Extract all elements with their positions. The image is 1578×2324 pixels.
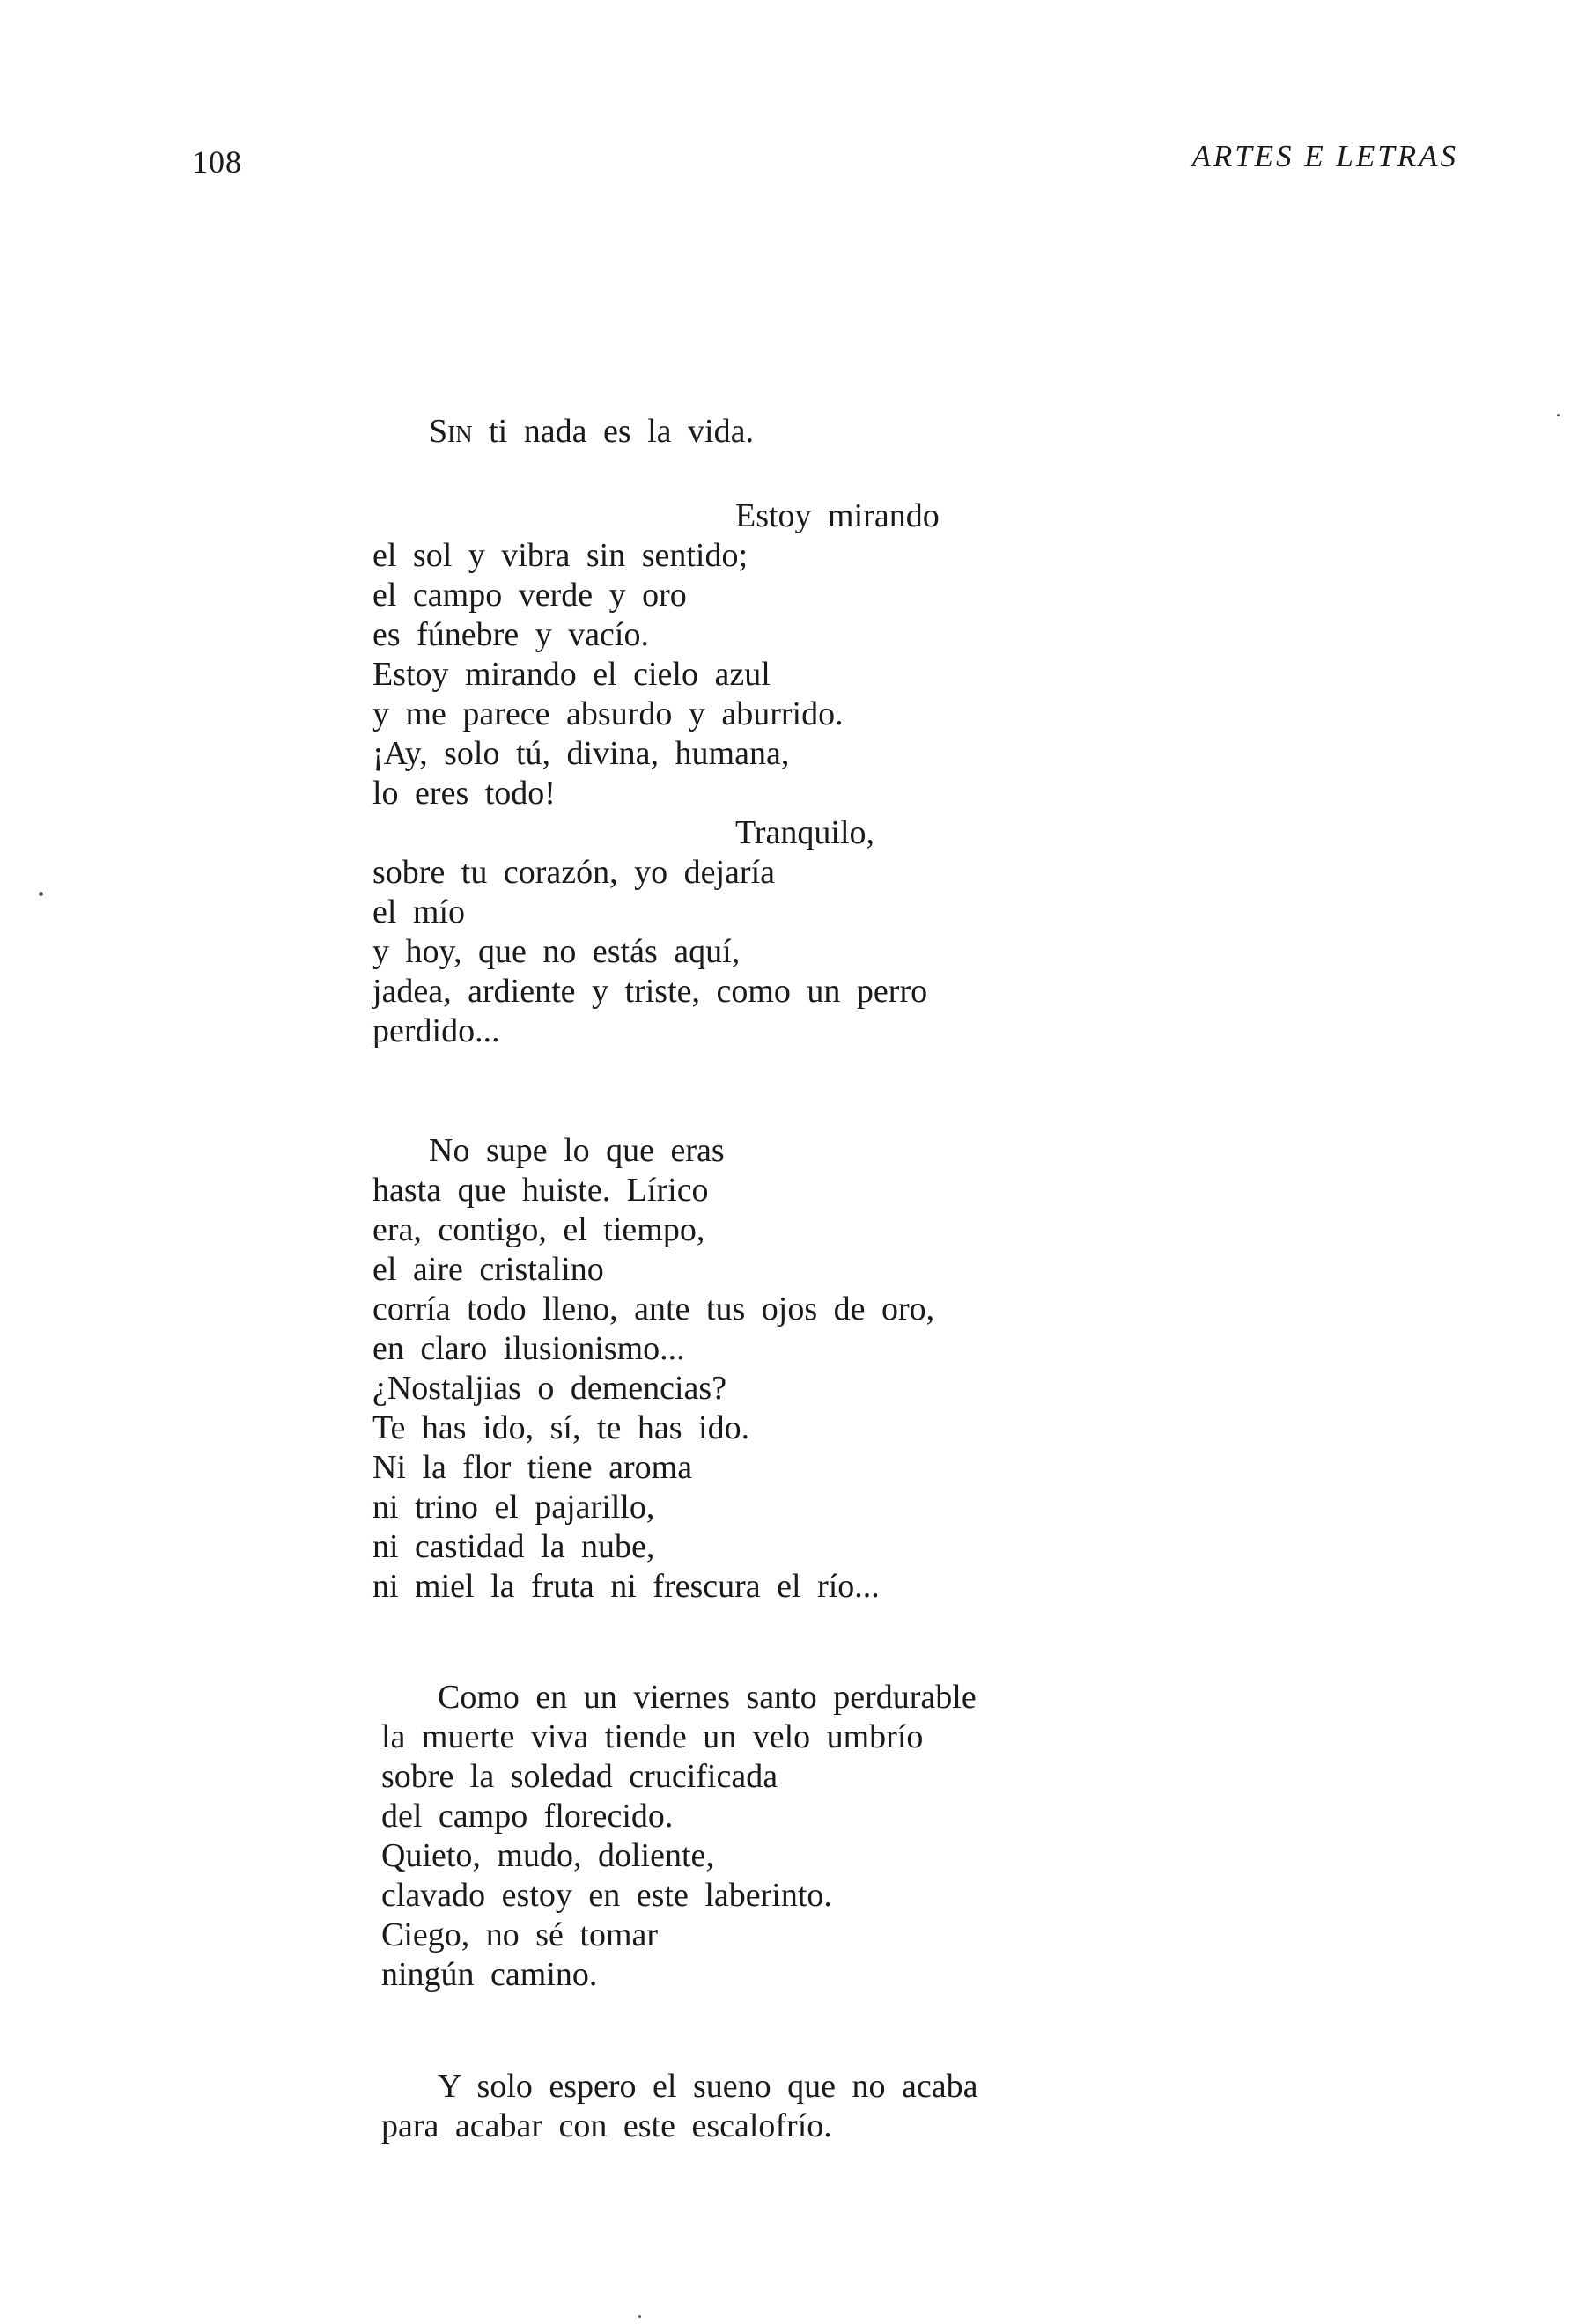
poem-line: en claro ilusionismo... xyxy=(372,1330,685,1367)
stanza-2 xyxy=(372,1131,1253,1607)
poem-line: sobre la soledad crucificada xyxy=(381,1758,778,1795)
poem-line: Ciego, no sé tomar xyxy=(381,1916,659,1953)
poem-line: clavado estoy en este laberinto. xyxy=(381,1877,832,1914)
poem-line: y me parece absurdo y aburrido. xyxy=(372,695,844,732)
poem-line: perdido... xyxy=(372,1012,500,1049)
poem-line: hasta que huiste. Lírico xyxy=(372,1172,709,1209)
page-number: 108 xyxy=(192,144,242,180)
poem-line: para acabar con este escalofrío. xyxy=(381,2107,832,2144)
poem-line: el sol y vibra sin sentido; xyxy=(372,537,748,574)
stanza-4 xyxy=(372,2067,1253,2146)
poem-line xyxy=(372,412,1253,452)
poem-line: ni miel la fruta ni frescura el río... xyxy=(372,1568,880,1605)
poem-line: el mío xyxy=(372,894,466,930)
poem-line: jadea, ardiente y triste, como un perro xyxy=(372,973,928,1010)
poem-line: el aire cristalino xyxy=(372,1251,604,1288)
poem-line: Como en un viernes santo perdurable xyxy=(438,1679,977,1716)
poem-line: lo eres todo! xyxy=(372,775,556,812)
poem-line: ni trino el pajarillo, xyxy=(372,1489,655,1526)
poem-line: la muerte viva tiende un velo umbrío xyxy=(381,1718,924,1755)
poem-line: sobre tu corazón, yo dejaría xyxy=(372,854,775,891)
poem-line: del campo florecido. xyxy=(381,1798,674,1835)
poem-line: Y solo espero el sueno que no acaba xyxy=(438,2068,978,2105)
poem xyxy=(372,412,1253,2226)
poem-line: ni castidad la nube, xyxy=(372,1528,655,1565)
poem-line: ¡Ay, solo tú, divina, humana, xyxy=(372,735,790,772)
poem-line: Ni la flor tiene aroma xyxy=(372,1449,693,1486)
scan-speck xyxy=(39,892,43,896)
poem-line: Tranquilo, xyxy=(735,814,875,851)
poem-line: corría todo lleno, ante tus ojos de oro, xyxy=(372,1291,935,1327)
poem-line: Estoy mirando xyxy=(735,497,940,534)
poem-line: ¿Nostaljias o demencias? xyxy=(372,1370,727,1407)
stanza-3 xyxy=(372,1678,1253,1995)
opening-small-caps: Sin xyxy=(429,413,473,450)
poem-line: era, contigo, el tiempo, xyxy=(372,1211,705,1248)
poem-line: el campo verde y oro xyxy=(372,577,687,614)
poem-line: Estoy mirando el cielo azul xyxy=(372,656,771,693)
poem-line: ningún camino. xyxy=(381,1956,598,1993)
poem-line: y hoy, que no estás aquí, xyxy=(372,933,741,970)
poem-line: es fúnebre y vacío. xyxy=(372,616,649,653)
opening-line-rest: ti nada es la vida. xyxy=(472,413,754,450)
poem-line: Quieto, mudo, doliente, xyxy=(381,1837,714,1874)
scan-speck xyxy=(638,2315,641,2318)
scan-speck xyxy=(1557,414,1560,416)
poem-line: Te has ido, sí, te has ido. xyxy=(372,1409,750,1446)
poem-line: No supe lo que eras xyxy=(429,1132,725,1169)
stanza-1 xyxy=(372,412,1253,1051)
running-head: ARTES E LETRAS xyxy=(1191,139,1458,173)
